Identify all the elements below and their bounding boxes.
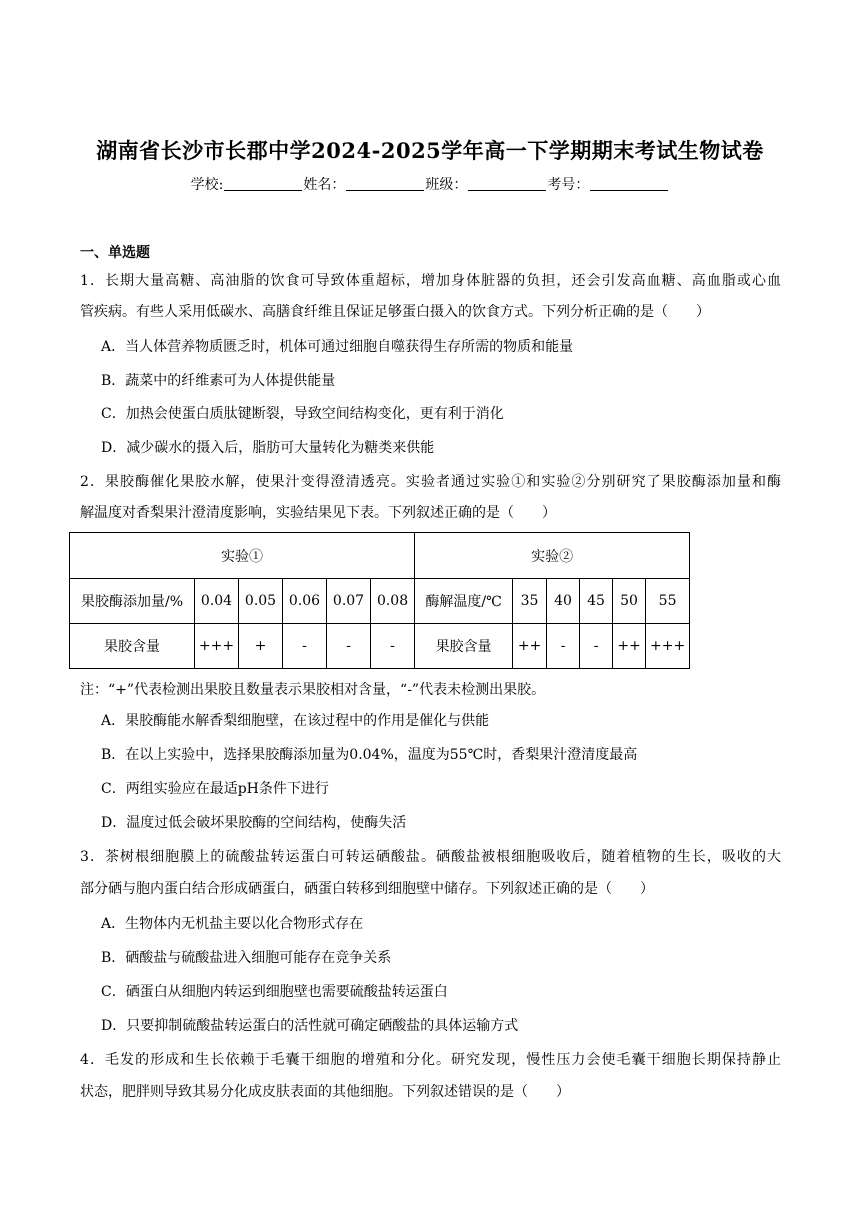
experiment-table <box>69 532 690 669</box>
exp2-variable-label: 酶解温度/℃ <box>415 579 513 624</box>
table-cell: 35 <box>513 579 547 624</box>
q2-table-note: 注：“+”代表检测出果胶且数量表示果胶相对含量，“-”代表未检测出果胶。 <box>80 682 546 698</box>
q1-option-a: A．当人体营养物质匮乏时，机体可通过细胞自噬获得生存所需的物质和能量 <box>101 339 574 355</box>
q3-option-d: D．只要抑制硫酸盐转运蛋白的活性就可确定硒酸盐的具体运输方式 <box>101 1018 519 1034</box>
section-title: 一、单选题 <box>80 245 150 261</box>
table-cell: - <box>580 624 613 669</box>
table-cell: 0.07 <box>327 579 371 624</box>
name-blank <box>346 176 424 191</box>
q2-option-a: A．果胶酶能水解香梨细胞壁，在该过程中的作用是催化与供能 <box>101 713 490 729</box>
school-label: 学校: <box>190 177 224 193</box>
table-cell: 0.08 <box>371 579 415 624</box>
q2-option-d: D．温度过低会破坏果胶酶的空间结构，使酶失活 <box>101 815 407 831</box>
table-cell: ++ <box>613 624 646 669</box>
table-cell: +++ <box>646 624 690 669</box>
q1-option-c: C．加热会使蛋白质肽键断裂，导致空间结构变化，更有利于消化 <box>101 406 504 422</box>
class-label: 班级： <box>425 177 468 193</box>
q1-stem-line2: 管疾病。有些人采用低碳水、高膳食纤维且保证足够蛋白摄入的饮食方式。下列分析正确的是（ ） <box>80 304 710 320</box>
table-cell: 0.05 <box>239 579 283 624</box>
table-cell: - <box>547 624 580 669</box>
name-label: 姓名： <box>303 177 346 193</box>
school-blank <box>224 176 302 191</box>
table-cell: - <box>371 624 415 669</box>
exam-number-label: 考号： <box>547 177 590 193</box>
q3-stem-line2: 部分硒与胞内蛋白结合形成硒蛋白，硒蛋白转移到细胞壁中储存。下列叙述正确的是（ ） <box>80 881 654 897</box>
table-cell: 0.06 <box>283 579 327 624</box>
table-cell: ++ <box>513 624 547 669</box>
table-row <box>70 624 690 669</box>
table-row <box>70 579 690 624</box>
exp2-result-label: 果胶含量 <box>415 624 513 669</box>
table-cell: 40 <box>547 579 580 624</box>
table-cell: 55 <box>646 579 690 624</box>
table-cell: 0.04 <box>195 579 239 624</box>
student-info-line <box>0 174 860 194</box>
q2-option-c: C．两组实验应在最适pH条件下进行 <box>101 781 329 797</box>
exp1-variable-label: 果胶酶添加量/% <box>70 579 195 624</box>
experiment1-header: 实验① <box>70 533 415 579</box>
q3-stem-line1: 3．茶树根细胞膜上的硫酸盐转运蛋白可转运硒酸盐。硒酸盐被根细胞吸收后，随着植物的生长，吸收的大 <box>80 849 781 865</box>
table-header-row <box>70 533 690 579</box>
exam-title: 湖南省长沙市长郡中学2024-2025学年高一下学期期末考试生物试卷 <box>96 138 764 163</box>
q2-option-b: B．在以上实验中，选择果胶酶添加量为0.04%，温度为55℃时，香梨果汁澄清度最高 <box>101 747 638 763</box>
q4-stem-line1: 4．毛发的形成和生长依赖于毛囊干细胞的增殖和分化。研究发现，慢性压力会使毛囊干细胞长期保持静止 <box>80 1052 781 1068</box>
q3-option-b: B．硒酸盐与硫酸盐进入细胞可能存在竞争关系 <box>101 950 392 966</box>
q2-stem-line1: 2．果胶酶催化果胶水解，使果汁变得澄清透亮。实验者通过实验①和实验②分别研究了果胶酶添加量和酶 <box>80 474 781 490</box>
experiment2-header: 实验② <box>415 533 690 579</box>
q2-stem-line2: 解温度对香梨果汁澄清度影响，实验结果见下表。下列叙述正确的是（ ） <box>80 505 556 521</box>
table-cell: - <box>327 624 371 669</box>
class-blank <box>468 176 546 191</box>
q1-stem-line1: 1．长期大量高糖、高油脂的饮食可导致体重超标，增加身体脏器的负担，还会引发高血糖、高血脂或心血 <box>80 273 781 289</box>
exam-number-blank <box>590 176 668 191</box>
table-cell: 45 <box>580 579 613 624</box>
q4-stem-line2: 状态，肥胖则导致其易分化成皮肤表面的其他细胞。下列叙述错误的是（ ） <box>80 1084 570 1100</box>
q3-option-a: A．生物体内无机盐主要以化合物形式存在 <box>101 916 364 932</box>
table-cell: + <box>239 624 283 669</box>
q1-option-d: D．减少碳水的摄入后，脂肪可大量转化为糖类来供能 <box>101 440 435 456</box>
q1-option-b: B．蔬菜中的纤维素可为人体提供能量 <box>101 373 336 389</box>
q3-option-c: C．硒蛋白从细胞内转运到细胞壁也需要硫酸盐转运蛋白 <box>101 984 448 1000</box>
table-cell: - <box>283 624 327 669</box>
exp1-result-label: 果胶含量 <box>70 624 195 669</box>
table-cell: +++ <box>195 624 239 669</box>
table-cell: 50 <box>613 579 646 624</box>
